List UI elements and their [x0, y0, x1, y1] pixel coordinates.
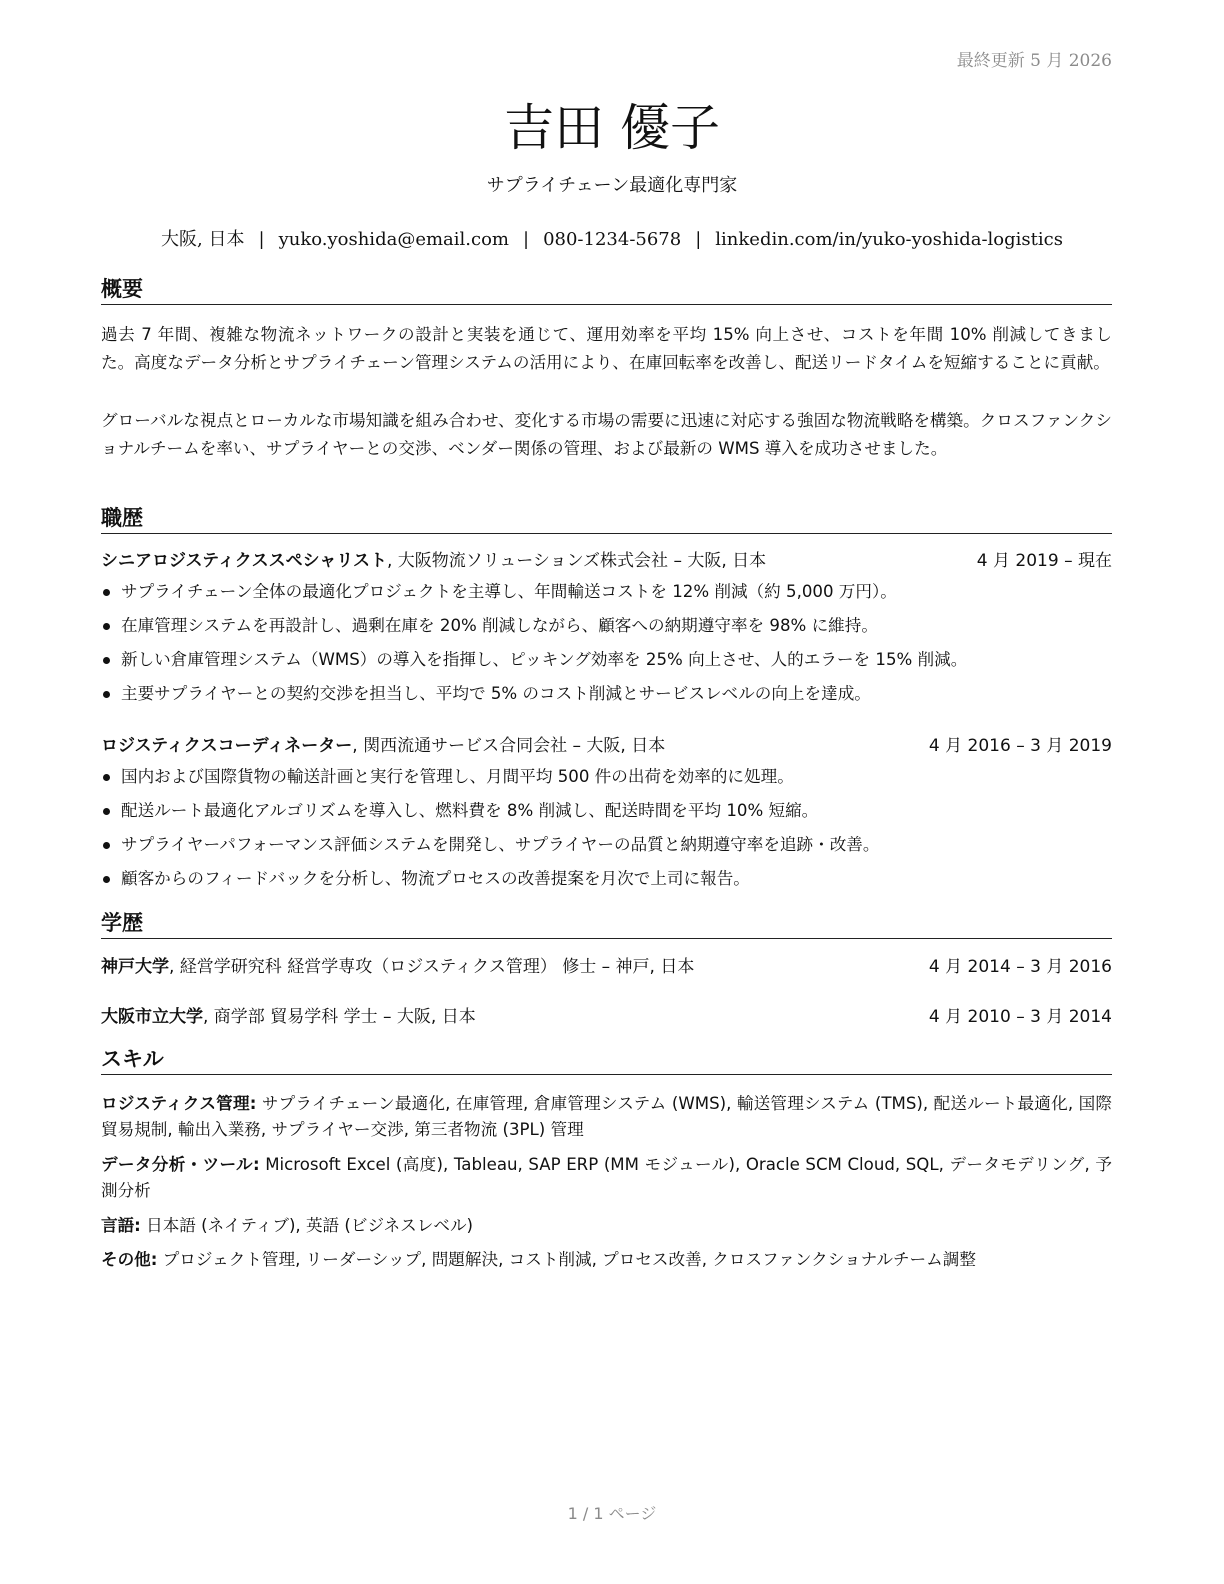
list-item: サプライチェーン全体の最適化プロジェクトを主導し、年間輸送コストを 12% 削減（約 5,000 万円）。 [101, 575, 1112, 609]
education-dates: 4 月 2010 – 3 月 2014 [928, 1007, 1112, 1027]
skill-text: サプライチェーン最適化, 在庫管理, 倉庫管理システム (WMS), 輸送管理システム (TMS), 配送ルート最適化, 国際貿易規制, 輸出入業務, サプライヤー交渉, 第三者物流 (3PL) 管理 [101, 1094, 1113, 1139]
job-org: , 大阪物流ソリューションズ株式会社 – 大阪, 日本 [386, 551, 767, 571]
list-item: サプライヤーパフォーマンス評価システムを開発し、サプライヤーの品質と納期遵守率を追跡・改善。 [101, 828, 1112, 862]
skill-group [101, 1152, 1112, 1204]
job-dates: 4 月 2016 – 3 月 2019 [928, 736, 1112, 756]
education-entry [101, 1004, 1112, 1030]
skill-label: ロジスティクス管理: [101, 1094, 257, 1113]
degree-detail: , 商学部 貿易学科 学士 – 大阪, 日本 [203, 1007, 476, 1027]
linkedin-link[interactable]: linkedin.com/in/yuko-yoshida-logistics [715, 229, 1063, 250]
skill-group [101, 1091, 1112, 1143]
list-item: 主要サプライヤーとの契約交渉を担当し、平均で 5% のコスト削減とサービスレベルの向上を達成。 [101, 677, 1112, 711]
separator: | [695, 229, 702, 250]
job-org: , 関西流通サービス合同会社 – 大阪, 日本 [352, 736, 666, 756]
list-item: 配送ルート最適化アルゴリズムを導入し、燃料費を 8% 削減し、配送時間を平均 10% 短縮。 [101, 794, 1112, 828]
email-link[interactable]: yuko.yoshida@email.com [278, 229, 509, 250]
section-heading-skills: スキル [101, 1046, 1112, 1075]
list-item: 顧客からのフィードバックを分析し、物流プロセスの改善提案を月次で上司に報告。 [101, 862, 1112, 896]
skill-text: プロジェクト管理, リーダーシップ, 問題解決, コスト削減, プロセス改善, クロスファンクショナルチーム調整 [157, 1250, 976, 1269]
separator: | [523, 229, 530, 250]
separator: | [258, 229, 265, 250]
list-item: 国内および国際貨物の輸送計画と実行を管理し、月間平均 500 件の出荷を効率的に処理。 [101, 760, 1112, 794]
contact-line [0, 225, 1224, 251]
section-heading-experience: 職歴 [101, 505, 1112, 534]
location: 大阪, 日本 [161, 229, 245, 250]
list-item: 在庫管理システムを再設計し、過剰在庫を 20% 削減しながら、顧客への納期遵守率を 98% に維持。 [101, 609, 1112, 643]
summary-paragraph: 過去 7 年間、複雑な物流ネットワークの設計と実装を通じて、運用効率を平均 15% 向上させ、コストを年間 10% 削減してきました。高度なデータ分析とサプライチェーン管理システムの活用により、在庫回転率を改善し、配送リードタイムを短縮することに貢献。 [101, 325, 1112, 372]
degree-detail: , 経営学研究科 経営学専攻（ロジスティクス管理） 修士 – 神戸, 日本 [169, 957, 695, 977]
job-title: サプライチェーン最適化専門家 [486, 175, 738, 196]
person-name: 吉田 優子 [504, 99, 720, 157]
skill-group [101, 1213, 1112, 1239]
job-header [101, 548, 1112, 574]
phone-number[interactable]: 080-1234-5678 [543, 229, 682, 250]
skill-text: 日本語 (ネイティブ), 英語 (ビジネスレベル) [140, 1216, 474, 1235]
page-number: 1 / 1 ページ [567, 1504, 657, 1523]
skill-label: データ分析・ツール: [101, 1155, 260, 1174]
skill-text: Microsoft Excel (高度), Tableau, SAP ERP (MM モジュール), Oracle SCM Cloud, SQL, データモデリング, 予測分析 [101, 1155, 1112, 1200]
job-header [101, 733, 1112, 759]
education-dates: 4 月 2014 – 3 月 2016 [928, 957, 1112, 977]
summary-paragraph: グローバルな視点とローカルな市場知識を組み合わせ、変化する市場の需要に迅速に対応する強固な物流戦略を構築。クロスファンクショナルチームを率い、サプライヤーとの交渉、ベンダー関係の管理、および最新の WMS 導入を成功させました。 [101, 411, 1112, 458]
job-dates: 4 月 2019 – 現在 [976, 551, 1112, 571]
job-bullets [101, 760, 1112, 896]
education-entry [101, 954, 1112, 980]
skill-label: 言語: [101, 1216, 141, 1235]
last-updated: 最終更新 5 月 2026 [956, 51, 1112, 71]
list-item: 新しい倉庫管理システム（WMS）の導入を指揮し、ピッキング効率を 25% 向上させ、人的エラーを 15% 削減。 [101, 643, 1112, 677]
job-role: ロジスティクスコーディネーター [101, 736, 353, 756]
section-heading-education: 学歴 [101, 910, 1112, 939]
section-heading-summary: 概要 [101, 276, 1112, 305]
job-bullets [101, 575, 1112, 711]
skill-group [101, 1247, 1112, 1273]
skill-label: その他: [101, 1250, 158, 1269]
school-name: 大阪市立大学 [101, 1007, 203, 1027]
job-role: シニアロジスティクススペシャリスト [101, 551, 387, 571]
school-name: 神戸大学 [101, 957, 169, 977]
